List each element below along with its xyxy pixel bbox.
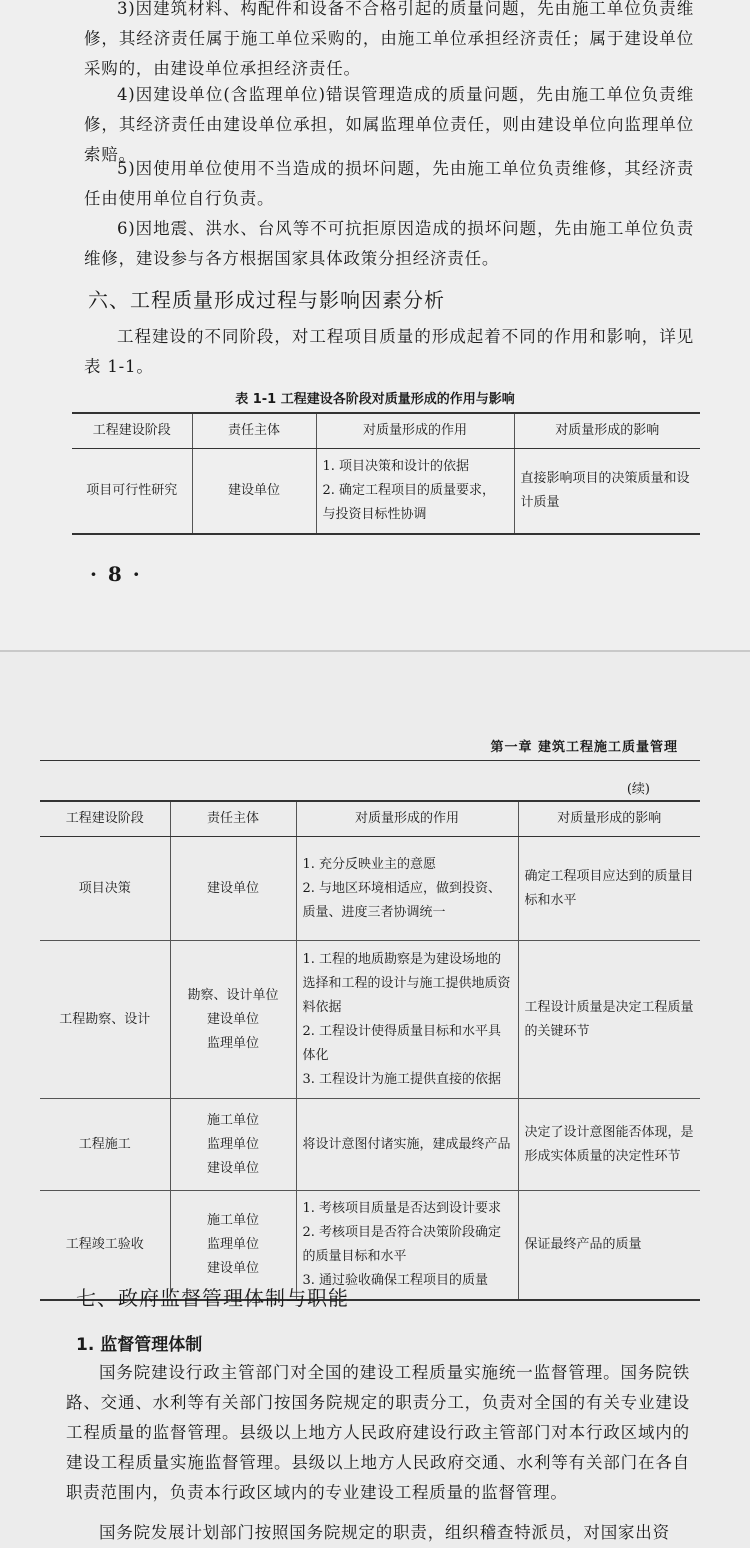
cell-role: 1. 工程的地质勘察是为建设场地的选择和工程的设计与施工提供地质资料依据 2. 工程设计使得质量目标和水平具体化 3. 工程设计为施工提供直接的依据 xyxy=(296,941,518,1099)
book-page-9 xyxy=(0,650,750,1548)
cell-subject: 勘察、设计单位 建设单位 监理单位 xyxy=(170,941,296,1099)
cell-subject: 施工单位 监理单位 建设单位 xyxy=(170,1191,296,1301)
header-impact: 对质量形成的影响 xyxy=(518,801,700,837)
cell-stage: 项目可行性研究 xyxy=(72,449,192,535)
cell-subject: 建设单位 xyxy=(170,837,296,941)
table-header-row xyxy=(72,413,700,449)
cell-stage: 工程竣工验收 xyxy=(40,1191,170,1301)
cell-subject: 建设单位 xyxy=(192,449,316,535)
table-header-row xyxy=(40,801,700,837)
header-subject: 责任主体 xyxy=(170,801,296,837)
table-caption: 表 1-1 工程建设各阶段对质量形成的作用与影响 xyxy=(235,392,515,407)
header-stage: 工程建设阶段 xyxy=(40,801,170,837)
paragraph: 国务院建设行政主管部门对全国的建设工程质量实施统一监督管理。国务院铁路、交通、水利等有关部门按国务院规定的职责分工，负责对全国的有关专业建设工程质量的监督管理。县级以上地方人民政府建设行政主管部门对本行政区域内的建设工程质量实施监督管理。县级以上地方人民政府交通、水利等有关部门在各自职责范围内，负责本行政区域内的专业建设工程质量的监督管理。 xyxy=(66,1363,690,1502)
cell-impact: 工程设计质量是决定工程质量的关键环节 xyxy=(518,941,700,1099)
sub-heading: 1. 监督管理体制 xyxy=(76,1335,203,1355)
cell-role: 将设计意图付诸实施，建成最终产品 xyxy=(296,1099,518,1191)
paragraph: 3)因建筑材料、构配件和设备不合格引起的质量问题，先由施工单位负责维修，其经济责任属于施工单位采购的，由施工单位承担经济责任；属于建设单位采购的，由建设单位承担经济责任。 xyxy=(84,0,694,78)
cell-role: 1. 考核项目质量是否达到设计要求 2. 考核项目是否符合决策阶段确定的质量目标和水平 3. 通过验收确保工程项目的质量 xyxy=(296,1191,518,1301)
cell-subject: 施工单位 监理单位 建设单位 xyxy=(170,1099,296,1191)
running-head: 第一章 建筑工程施工质量管理 xyxy=(490,740,678,755)
header-stage: 工程建设阶段 xyxy=(72,413,192,449)
header-rule xyxy=(40,760,700,761)
stage-table xyxy=(72,412,700,535)
header-subject: 责任主体 xyxy=(192,413,316,449)
paragraph: 5)因使用单位使用不当造成的损坏问题，先由施工单位负责维修，其经济责任由使用单位自行负责。 xyxy=(84,159,694,208)
table-row xyxy=(40,837,700,941)
section-heading: 六、工程质量形成过程与影响因素分析 xyxy=(88,288,445,312)
table-row xyxy=(72,449,700,535)
header-role: 对质量形成的作用 xyxy=(316,413,514,449)
cell-stage: 项目决策 xyxy=(40,837,170,941)
cell-stage: 工程施工 xyxy=(40,1099,170,1191)
header-impact: 对质量形成的影响 xyxy=(514,413,700,449)
table-row xyxy=(40,941,700,1099)
paragraph: 国务院发展计划部门按照国务院规定的职责，组织稽查特派员，对国家出资 xyxy=(99,1523,670,1542)
paragraph: 6)因地震、洪水、台风等不可抗拒原因造成的损坏问题，先由施工单位负责维修，建设参与各方根据国家具体政策分担经济责任。 xyxy=(84,219,694,268)
continued-label: (续) xyxy=(626,782,650,797)
intro-paragraph: 工程建设的不同阶段，对工程项目质量的形成起着不同的作用和影响，详见表 1-1。 xyxy=(84,327,694,376)
header-role: 对质量形成的作用 xyxy=(296,801,518,837)
page-number: · 8 · xyxy=(90,562,142,586)
table-row xyxy=(40,1099,700,1191)
cell-role: 1. 充分反映业主的意愿 2. 与地区环境相适应，做到投资、质量、进度三者协调统一 xyxy=(296,837,518,941)
cell-impact: 直接影响项目的决策质量和设计质量 xyxy=(514,449,700,535)
stage-table-continued xyxy=(40,800,700,1301)
book-page-8 xyxy=(0,0,750,650)
cell-role: 1. 项目决策和设计的依据 2. 确定工程项目的质量要求，与投资目标性协调 xyxy=(316,449,514,535)
cell-impact: 决定了设计意图能否体现，是形成实体质量的决定性环节 xyxy=(518,1099,700,1191)
paragraph: 4)因建设单位(含监理单位)错误管理造成的质量问题，先由施工单位负责维修，其经济责任由建设单位承担，如属监理单位责任，则由建设单位向监理单位索赔。 xyxy=(84,85,694,164)
cell-stage: 工程勘察、设计 xyxy=(40,941,170,1099)
cell-impact: 保证最终产品的质量 xyxy=(518,1191,700,1301)
cell-impact: 确定工程项目应达到的质量目标和水平 xyxy=(518,837,700,941)
section-heading: 七、政府监督管理体制与职能 xyxy=(76,1286,349,1310)
